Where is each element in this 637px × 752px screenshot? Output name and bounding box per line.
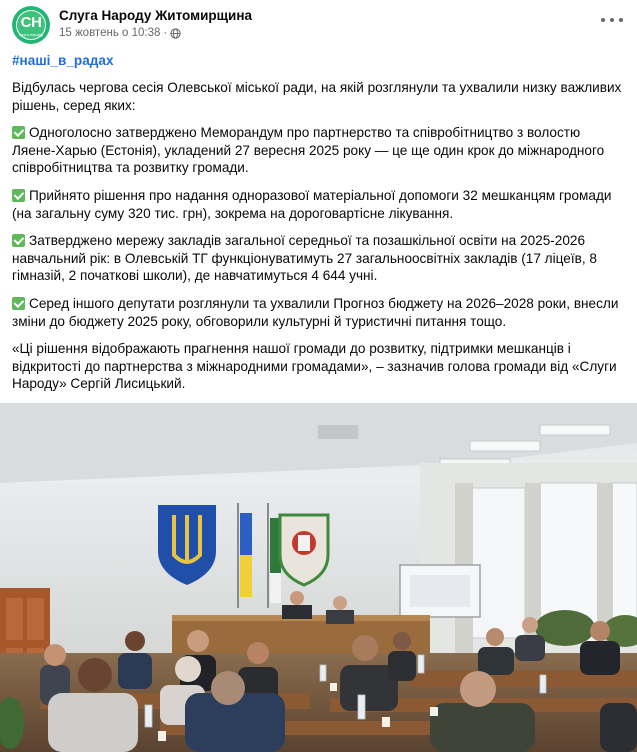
list-item	[12, 124, 624, 177]
more-dot-icon	[601, 18, 605, 22]
meta-separator: ·	[163, 27, 168, 39]
post-timestamp[interactable]: 15 жовтень о 10:38	[59, 27, 161, 39]
avatar-logo	[16, 10, 46, 40]
check-mark-icon	[12, 297, 25, 310]
globe-icon	[170, 28, 181, 39]
check-mark-icon	[12, 189, 25, 202]
list-item-text: Затверджено мережу закладів загальної середньої та позашкільної освіти на 2025-2026 навчальний рік: в Олевській ТГ функціонуватимуть 27 загальноосвітніх закладів (17 ліцеїв, 8 гімназій, 2 початкові школи), де навчатимуться 4 644 учні.	[12, 232, 597, 284]
more-options-button[interactable]	[601, 12, 623, 28]
check-mark-icon	[12, 126, 25, 139]
post-intro: Відбулась чергова сесія Олевської міської ради, на якій розглянули та ухвалили низку важливих рішень, серед яких:	[12, 79, 622, 113]
avatar-sub: слуга народу	[18, 32, 44, 37]
list-item-text: Серед іншого депутати розглянули та ухвалили Прогноз бюджету на 2026–2028 роки, внесли зміни до бюджету 2025 року, обговорили культурні й туристичні питання тощо.	[12, 295, 619, 329]
list-item	[12, 232, 624, 285]
avatar-text: СН	[20, 14, 42, 31]
post-meta	[59, 27, 181, 39]
page-name-link[interactable]: Слуга Народу Житомирщина	[59, 8, 252, 23]
list-item	[12, 187, 624, 223]
list-item-text: Прийнято рішення про надання одноразової матеріальної допомоги 32 мешканцям громади (на загальну суму 320 тис. грн), зокрема на дороговартісне лікування.	[12, 187, 612, 221]
post-photo[interactable]	[0, 403, 637, 752]
more-dot-icon	[619, 18, 623, 22]
session-hall-photo	[0, 403, 637, 752]
post-header	[12, 6, 625, 46]
more-dot-icon	[610, 18, 614, 22]
check-mark-icon	[12, 234, 25, 247]
list-item-text: Одноголосно затверджено Меморандум про партнерство та співробітництво з волостю Ляене-Харью (Естонія), укладений 27 вересня 2025 року — це ще один крок до міжнародного співробітництва та розвитку громади.	[12, 124, 605, 176]
post-body	[12, 52, 624, 403]
list-item	[12, 295, 624, 331]
page-avatar[interactable]	[12, 6, 50, 44]
post-quote: «Ці рішення відображають прагнення нашої громади до розвитку, підтримки мешканців і відкритості до партнерства з міжнародними громадами», – зазначив голова громади від «Слуги Народу» Сергій Лисицький.	[12, 340, 617, 392]
hashtag-link[interactable]: #наші_в_радах	[12, 53, 114, 68]
